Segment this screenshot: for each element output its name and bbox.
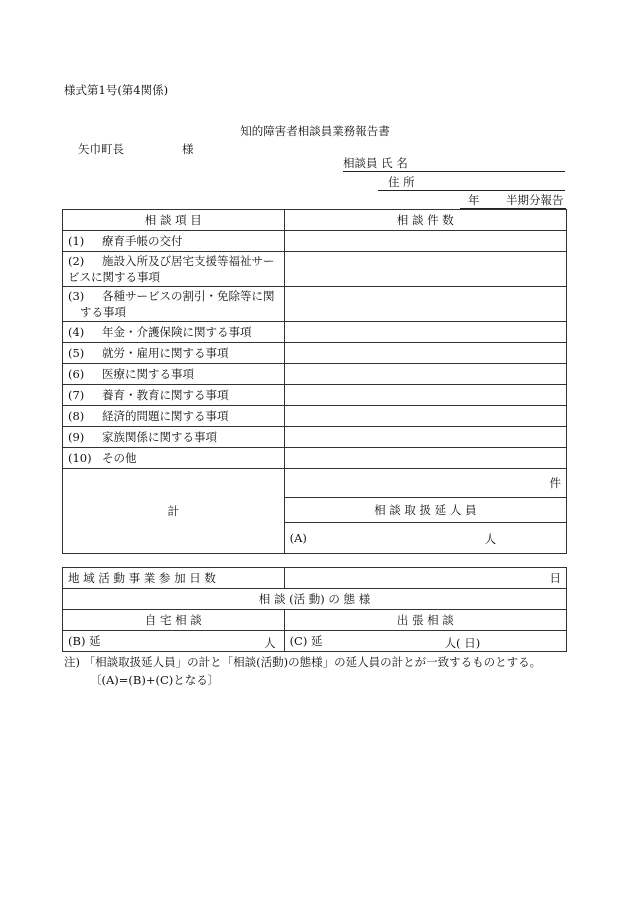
header-counts: 相 談 件 数: [284, 210, 566, 231]
count-cell[interactable]: [284, 385, 566, 406]
note-line-1: 注) 「相談取扱延人員」の計と「相談(活動)の態様」の延人員の計とが一致するものとする。: [64, 655, 542, 669]
unit-ken: 件: [549, 476, 561, 490]
note-line-2: 〔(A)=(B)+(C)となる〕: [90, 673, 220, 687]
table-row: (4) 年金・介護保険に関する事項: [63, 322, 285, 343]
c-label: (C) 延: [289, 634, 323, 648]
total-count-cell[interactable]: [284, 469, 566, 498]
count-cell[interactable]: [284, 364, 566, 385]
addressee-honorific: 様: [182, 142, 194, 156]
visit-label: 出 張 相 談: [284, 610, 566, 631]
period-label: 半期分報告: [506, 193, 564, 207]
header-items: 相 談 項 目: [63, 210, 285, 231]
count-cell[interactable]: [284, 322, 566, 343]
total-label: 計: [63, 469, 285, 554]
count-cell[interactable]: [284, 231, 566, 252]
days-label: 地 域 活 動 事 業 参 加 日 数: [63, 568, 285, 589]
table-row: (7) 養育・教育に関する事項: [63, 385, 285, 406]
visit-count-cell[interactable]: [284, 631, 566, 652]
count-cell[interactable]: [284, 343, 566, 364]
handled-label: 相 談 取 扱 延 人 員: [284, 498, 566, 523]
table-row: (3) 各種サービスの割引・免除等に関 する事項: [63, 287, 285, 322]
table-row: (2) 施設入所及び居宅支援等福祉サー ビスに関する事項: [63, 252, 285, 287]
table-row: (1) 療育手帳の交付: [63, 231, 285, 252]
reporter-address-line: [378, 174, 565, 191]
table-row: (9) 家族関係に関する事項: [63, 427, 285, 448]
count-cell[interactable]: [284, 252, 566, 287]
addressee-name: 矢巾町長: [78, 142, 124, 156]
form-number: 様式第1号(第4関係): [64, 83, 169, 97]
reporter-name-label: 相談員 氏 名: [343, 156, 408, 170]
table-row: (10) その他: [63, 448, 285, 469]
days-unit: 日: [549, 571, 561, 585]
document-title: 知的障害者相談員業務報告書: [240, 124, 390, 138]
a-unit: 人: [484, 532, 497, 546]
mode-label: 相 談 (活 動) の 態 様: [63, 589, 567, 610]
period-line: [460, 192, 566, 209]
addressee: [78, 141, 194, 157]
consultation-table: [62, 209, 567, 554]
handled-count-cell[interactable]: [284, 523, 566, 554]
days-cell[interactable]: [284, 568, 566, 589]
period-year: 年: [468, 193, 480, 207]
table-row: (5) 就労・雇用に関する事項: [63, 343, 285, 364]
reporter-address-label: 住 所: [388, 175, 415, 189]
count-cell[interactable]: [284, 448, 566, 469]
table-row: (8) 経済的問題に関する事項: [63, 406, 285, 427]
c-unit: 人( 日): [444, 636, 481, 650]
activity-table: [62, 567, 567, 652]
home-label: 自 宅 相 談: [63, 610, 285, 631]
b-label: (B) 延: [68, 634, 101, 648]
a-label: (A): [289, 531, 307, 545]
home-count-cell[interactable]: [63, 631, 285, 652]
count-cell[interactable]: [284, 406, 566, 427]
b-unit: 人: [264, 636, 276, 650]
count-cell[interactable]: [284, 427, 566, 448]
table-row: (6) 医療に関する事項: [63, 364, 285, 385]
count-cell[interactable]: [284, 287, 566, 322]
reporter-name-line: [343, 155, 565, 172]
